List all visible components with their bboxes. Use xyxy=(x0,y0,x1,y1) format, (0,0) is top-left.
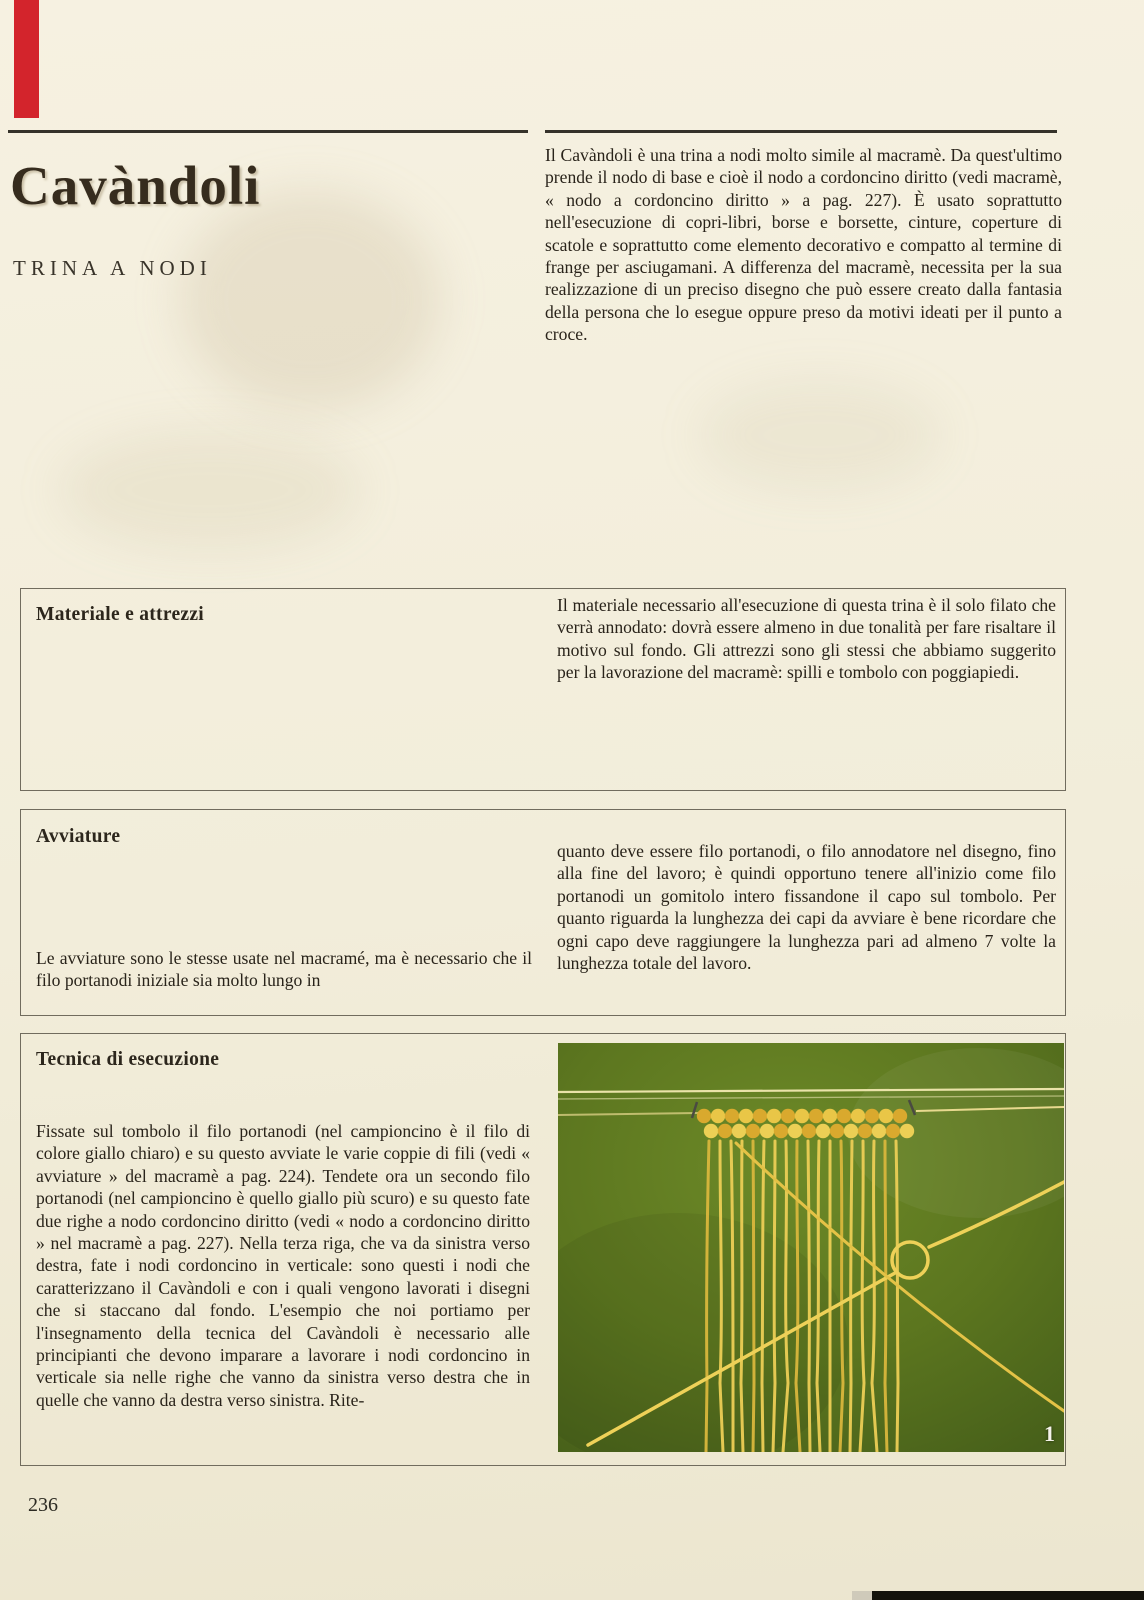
scan-artifact-dark xyxy=(872,1591,1144,1600)
avviature-right-paragraph: quanto deve essere filo portanodi, o filo annodatore nel disegno, fino alla fine del lavoro; è quindi opportuno tenere all'inizio come filo portanodi un gomitolo intero fissandone il capo sul tombolo. Per quanto riguarda la lunghezza dei capi da avviare è bene ricordare che ogni capo deve raggiungere la lunghezza pari ad almeno 7 volte la lunghezza totale del lavoro. xyxy=(557,841,1056,974)
page-title: Cavàndoli xyxy=(10,155,261,216)
page-subtitle: TRINA A NODI xyxy=(13,256,212,280)
avviature-left-paragraph: Le avviature sono le stesse usate nel macramé, ma è necessario che il filo portanodi iniziale sia molto lungo in xyxy=(36,948,532,991)
paper-stain xyxy=(700,380,940,490)
macrame-sample-figure xyxy=(558,1043,1064,1452)
figure-number: 1 xyxy=(1044,1421,1055,1446)
top-rule-left xyxy=(8,130,528,133)
materiale-heading: Materiale e attrezzi xyxy=(36,604,205,625)
scan-artifact-light xyxy=(852,1591,872,1600)
tecnica-heading: Tecnica di esecuzione xyxy=(36,1049,220,1070)
paper-stain xyxy=(180,190,440,410)
materiale-paragraph: Il materiale necessario all'esecuzione di questa trina è il solo filato che verrà annodato: dovrà essere almeno in due tonalità per fare risaltare il motivo sul fondo. Gli attrezzi sono gli stessi che abbiamo suggerito per la lavorazione del macramè: spilli e tombolo con poggiapiedi. xyxy=(557,595,1056,683)
tecnica-paragraph: Fissate sul tombolo il filo portanodi (nel campioncino è il filo di colore giallo chiaro) e su questo avviate le varie coppie di fili (vedi « avviature » del macramè a pag. 224). Tendete ora un secondo filo portanodi (nel campioncino è quello giallo più scuro) e su questo fate due righe a nodo cordoncino diritto (vedi « nodo a cordoncino diritto » nel macramè a pag. 227). Nella terza riga, che va da sinistra verso destra, fate i nodi cordoncino in verticale: sono questi i nodi che caratterizzano il Cavàndoli e con i quali vengono lavorati i disegni che si staccano dal fondo. L'esempio che noi portiamo per l'insegnamento della tecnica del Cavàndoli è necessario alle principianti che devono imparare a lavorare i nodi cordoncino in verticale sia nelle righe che vanno da sinistra verso destra che in quelle che vanno da destra verso sinistra. Rite- xyxy=(36,1121,530,1410)
red-accent-bar xyxy=(14,0,39,118)
avviature-heading: Avviature xyxy=(36,826,121,847)
intro-paragraph: Il Cavàndoli è una trina a nodi molto simile al macramè. Da quest'ultimo prende il nodo di base e cioè il nodo a cordoncino diritto (vedi macramè, « nodo a cordoncino diritto » a pag. 227). È usato soprattutto nell'esecuzione di copri-libri, borse e borsette, cinture, coperture di scatole e soprattutto come elemento decorativo e compatto al termine di frange per asciugamani. A differenza del macramè, necessita per la sua realizzazione di un preciso disegno che può essere creato dalla fantasia della persona che lo esegue oppure preso da motivi ideati per il punto a croce. xyxy=(545,145,1062,345)
technique-photo xyxy=(558,1043,1064,1452)
page-number: 236 xyxy=(28,1494,58,1516)
paper-stain xyxy=(60,430,360,550)
top-rule-right xyxy=(545,130,1057,133)
